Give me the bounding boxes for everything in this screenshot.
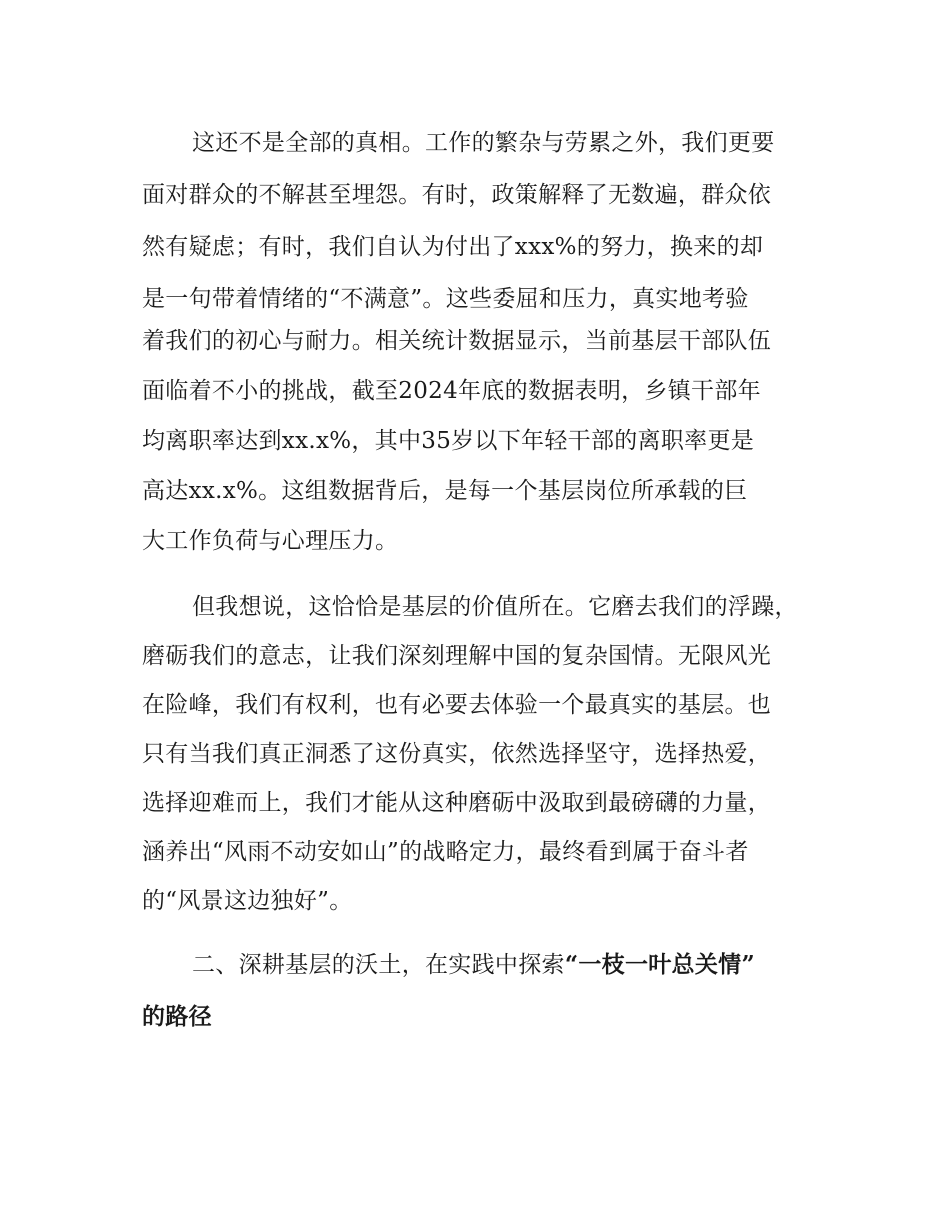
paragraph-2-line-1: 但我想说，这恰恰是基层的价值所在。它磨去我们的浮躁， [192,594,798,620]
paragraph-1-line-6: 面临着不小的挑战，截至2024年底的数据表明，乡镇干部年 [142,378,761,404]
paragraph-2-line-3: 在险峰，我们有权利，也有必要去体验一个最真实的基层。也 [142,692,772,718]
paragraph-2-line-7: 的“风景这边独好”。 [142,888,353,914]
paragraph-2-line-5: 选择迎难而上，我们才能从这种磨砺中汲取到最磅礴的力量， [142,790,772,816]
paragraph-1-line-8: 高达xx.x%。这组数据背后，是每一个基层岗位所承载的巨 [142,478,748,504]
paragraph-1-line-7: 均离职率达到xx.x%，其中35岁以下年轻干部的离职率更是 [142,428,755,454]
paragraph-1-line-4: 是一句带着情绪的“不满意”。这些委屈和压力，真实地考验 [142,286,749,312]
paragraph-2-line-4: 只有当我们真正洞悉了这份真实，依然选择坚守，选择热爱， [142,741,772,767]
paragraph-1-line-5: 着我们的初心与耐力。相关统计数据显示，当前基层干部队伍 [142,328,772,354]
section-heading-quote: “一枝一叶总关情” [564,951,755,978]
section-heading-line-1 [192,950,755,980]
paragraph-2-line-6: 涵养出“风雨不动安如山”的战略定力，最终看到属于奋斗者 [142,839,749,865]
section-heading-prefix: 二、深耕基层的沃土，在实践中探索 [192,952,565,978]
paragraph-1-line-3: 然有疑虑；有时，我们自认为付出了xxx%的努力，换来的却 [142,234,764,260]
paragraph-2-line-2: 磨砺我们的意志，让我们深刻理解中国的复杂国情。无限风光 [142,643,772,669]
paragraph-1-line-2: 面对群众的不解甚至埋怨。有时，政策解释了无数遍，群众依 [142,182,772,208]
section-heading-line-2: 的路径 [142,1003,212,1030]
paragraph-1-line-9: 大工作负荷与心理压力。 [142,528,399,554]
paragraph-1-line-1: 这还不是全部的真相。工作的繁杂与劳累之外，我们更要 [192,130,775,156]
